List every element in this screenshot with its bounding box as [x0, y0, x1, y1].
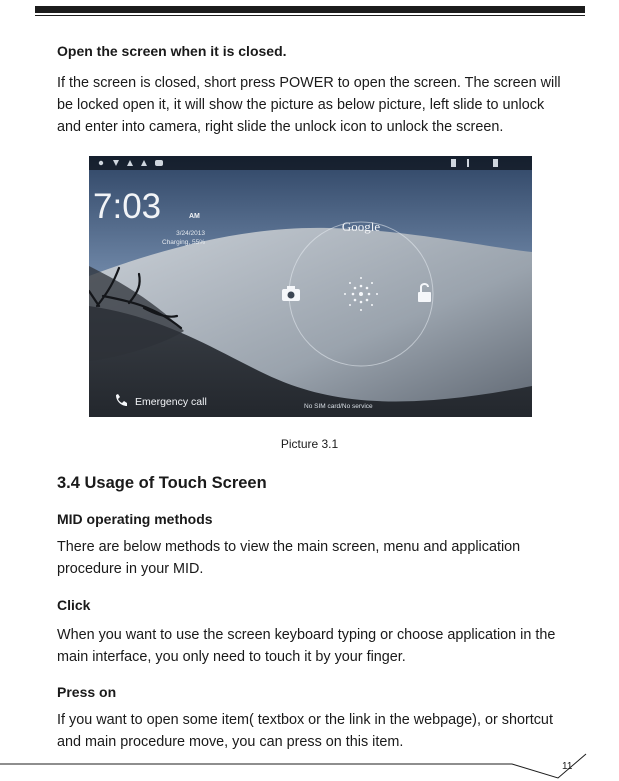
body-press-on: If you want to open some item( textbox or the link in the webpage), or shortcut and main procedure move, you can press on this item.: [57, 712, 553, 750]
sim-status: No SIM card/No service: [304, 403, 373, 410]
clock-time: 7:03: [93, 187, 162, 226]
signal-icon: [467, 159, 469, 167]
header-rule-thick: [35, 6, 585, 13]
android-icon: [155, 160, 163, 166]
heading-press-on: Press on: [57, 684, 117, 700]
charging-status: Charging, 55%: [162, 239, 205, 246]
section-title-touch-screen: 3.4 Usage of Touch Screen: [57, 474, 267, 492]
google-search-label[interactable]: Google: [341, 219, 381, 234]
lock-date: 3/24/2013: [176, 230, 205, 237]
clock-ampm: AM: [189, 213, 200, 220]
footer-rule: [0, 752, 619, 781]
emergency-call-button[interactable]: Emergency call: [135, 396, 207, 408]
heading-click: Click: [57, 597, 91, 613]
header-rule-thin: [35, 15, 585, 16]
body-click: When you want to use the screen keyboard typing or choose application in the main interface, you only need to touch it by your finger.: [57, 627, 556, 665]
battery-icon: [493, 159, 498, 167]
picture-caption: Picture 3.1: [280, 437, 339, 451]
lockscreen-screenshot: [89, 156, 532, 417]
body-mid-methods: There are below methods to view the main screen, menu and application procedure in your MID.: [57, 539, 521, 577]
section-heading-open-screen: Open the screen when it is closed.: [57, 43, 287, 59]
heading-mid-methods: MID operating methods: [57, 511, 213, 527]
section-body-open-screen: If the screen is closed, short press POWER to open the screen. The screen will be locked open it, it will show the picture as below picture, left slide to unlock and enter into camera, right slide the unlock icon to unlock the screen.: [57, 75, 561, 135]
battery-icon: [451, 159, 456, 167]
usb-icon: [99, 161, 103, 165]
page-number: 11: [562, 761, 573, 772]
